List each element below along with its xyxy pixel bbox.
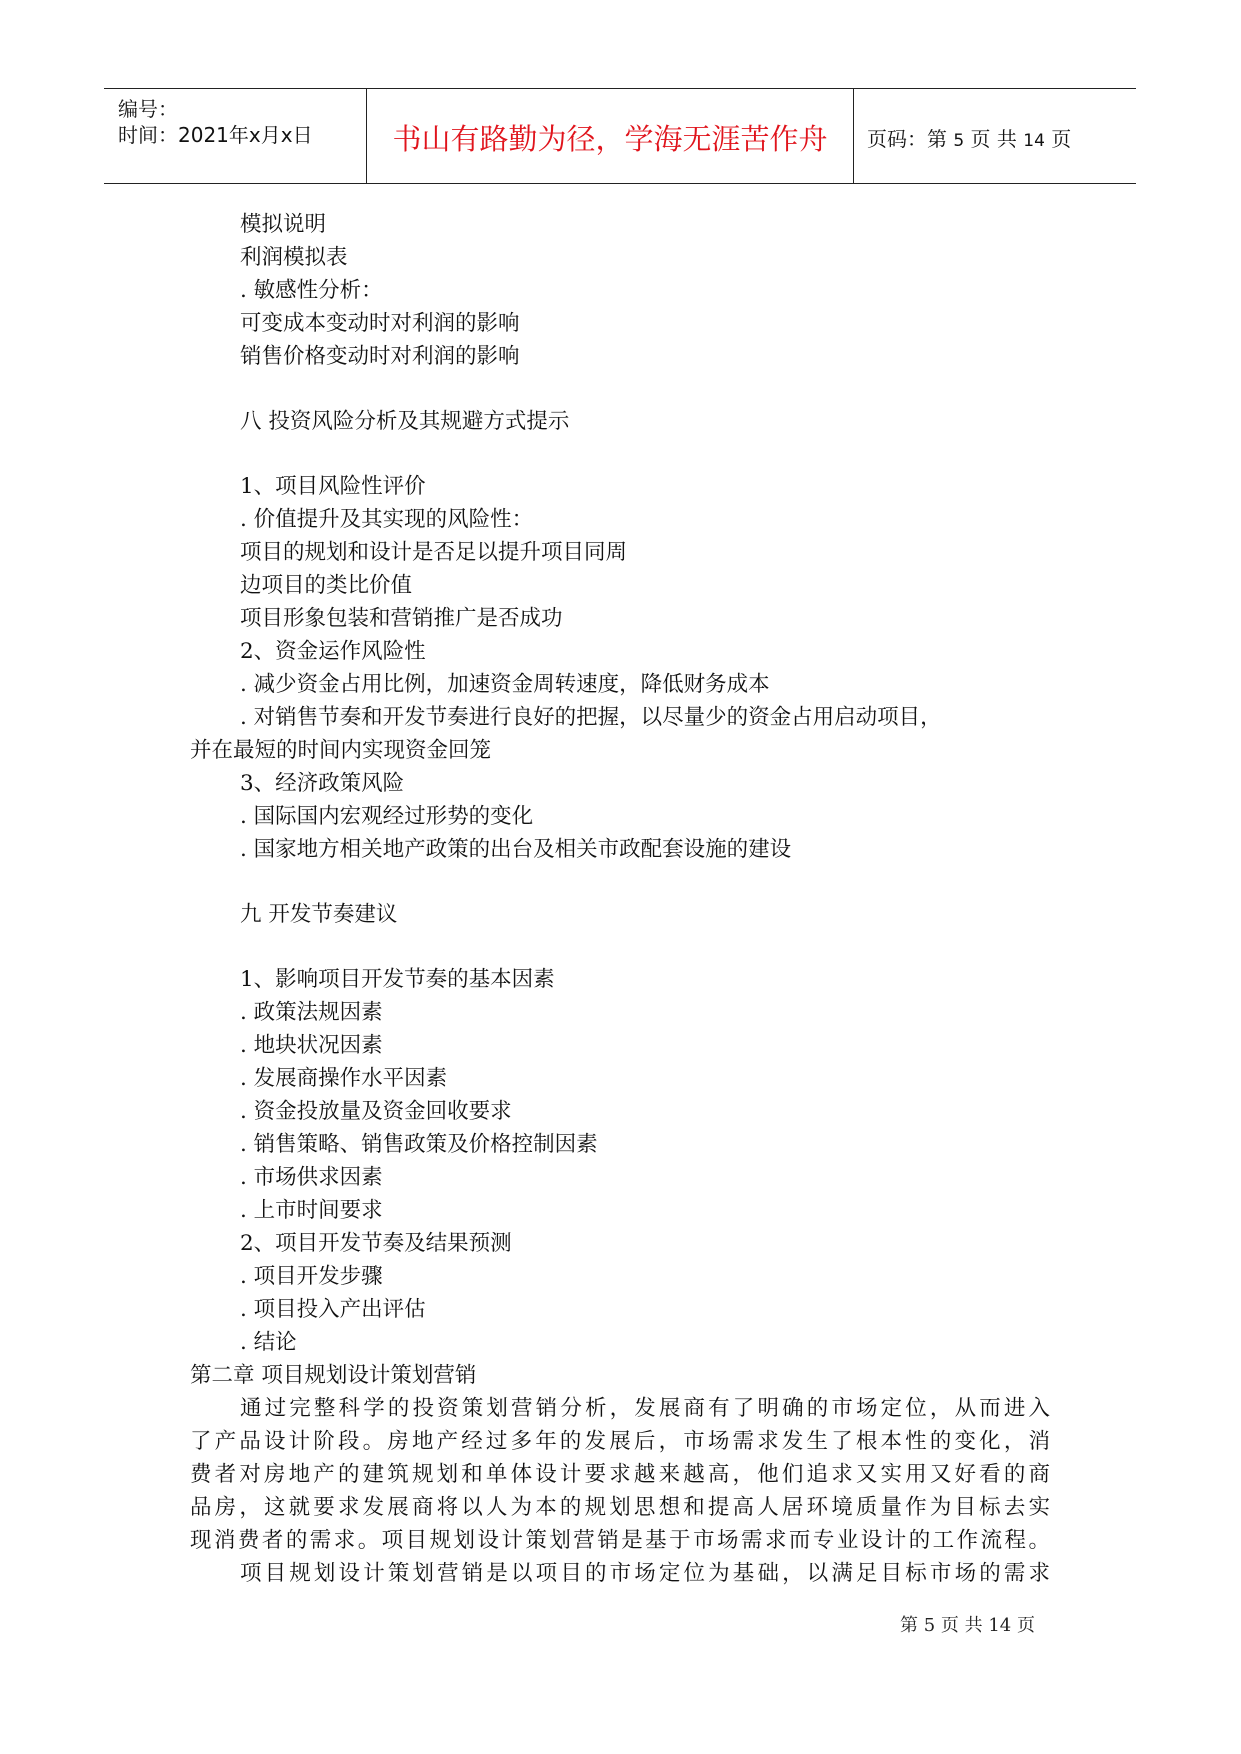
page-prefix: 页码：第 [867,127,947,151]
text-line: . 地块状况因素 [240,1033,383,1058]
page-mid: 页 共 [970,127,1017,151]
text-line: . 结论 [240,1330,297,1355]
header-motto-cell [366,89,854,183]
header-page-info [867,123,1071,152]
text-line: . 价值提升及其实现的风险性： [240,507,534,532]
text-line: . 项目开发步骤 [240,1264,383,1289]
text-line: 项目的规划和设计是否足以提升项目同周 [240,540,628,565]
section-heading: 八 投资风险分析及其规避方式提示 [240,409,570,434]
paragraph-line: 通过完整科学的投资策划营销分析，发展商有了明确的市场定位，从而进入 [240,1396,1050,1421]
paragraph-line: 品房，这就要求发展商将以人为本的规划思想和提高人居环境质量作为目标去实 [190,1495,1050,1520]
header-page-cell [853,89,1136,183]
subsection-heading: 1、影响项目开发节奏的基本因素 [240,967,555,992]
subsection-heading: 1、项目风险性评价 [240,474,426,499]
text-line: . 资金投放量及资金回收要求 [240,1099,512,1124]
text-line: . 销售策略、销售政策及价格控制因素 [240,1132,598,1157]
chapter-heading: 第二章 项目规划设计策划营销 [190,1363,477,1388]
page-number: 5 [953,131,965,151]
text-line: . 减少资金占用比例，加速资金周转速度，降低财务成本 [240,672,770,697]
text-line: 销售价格变动时对利润的影响 [240,344,520,369]
text-line: 并在最短的时间内实现资金回笼 [190,738,492,763]
text-line: 利润模拟表 [240,245,348,270]
text-line: 可变成本变动时对利润的影响 [240,311,520,336]
paragraph-line: 现消费者的需求。项目规划设计策划营销是基于市场需求而专业设计的工作流程。 [190,1528,1050,1553]
subsection-heading: 2、项目开发节奏及结果预测 [240,1231,512,1256]
text-line: . 发展商操作水平因素 [240,1066,448,1091]
text-line: 模拟说明 [240,212,327,237]
text-line: 边项目的类比价值 [240,573,413,598]
text-line: . 敏感性分析： [240,278,383,303]
text-line: . 国际国内宏观经过形势的变化 [240,804,534,829]
paragraph-line: 了产品设计阶段。房地产经过多年的发展后，市场需求发生了根本性的变化，消 [190,1429,1050,1454]
document-time-label: 时间：2021年x月x日 [118,123,313,147]
header-motto: 书山有路勤为径，学海无涯苦作舟 [392,122,828,156]
text-line: . 上市时间要求 [240,1198,383,1223]
paragraph-line: 费者对房地产的建筑规划和单体设计要求越来越高，他们追求又实用又好看的商 [190,1462,1050,1487]
subsection-heading: 2、资金运作风险性 [240,639,426,664]
header-meta-cell [104,89,366,183]
text-line: . 市场供求因素 [240,1165,383,1190]
text-line: . 对销售节奏和开发节奏进行良好的把握，以尽量少的资金占用启动项目， [240,705,942,730]
text-line: . 项目投入产出评估 [240,1297,426,1322]
page-suffix: 页 [1051,127,1072,151]
document-number-label: 编号： [118,97,178,121]
text-line: . 政策法规因素 [240,1000,383,1025]
section-heading: 九 开发节奏建议 [240,902,398,927]
text-line: 项目形象包装和营销推广是否成功 [240,606,563,631]
page-footer: 第 5 页 共 14 页 [900,1615,1035,1636]
paragraph-line: 项目规划设计策划营销是以项目的市场定位为基础，以满足目标市场的需求 [240,1561,1050,1586]
subsection-heading: 3、经济政策风险 [240,771,405,796]
text-line: . 国家地方相关地产政策的出台及相关市政配套设施的建设 [240,837,792,862]
page-header [104,88,1136,184]
page-total: 14 [1023,131,1045,151]
